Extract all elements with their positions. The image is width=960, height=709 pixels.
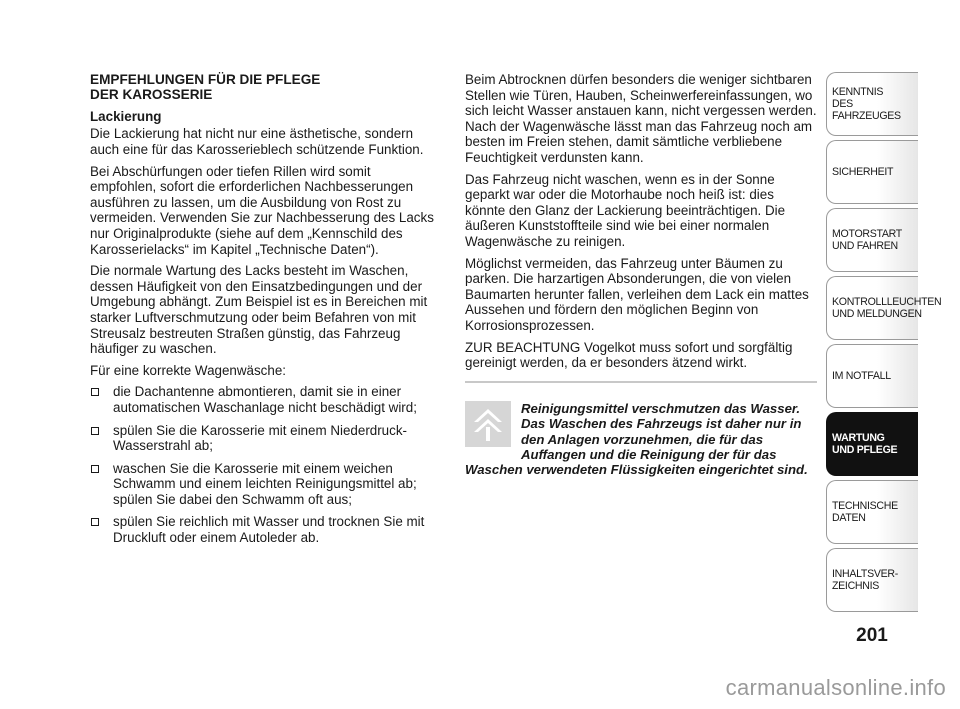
paragraph: Bei Abschürfungen oder tiefen Rillen wird somit empfohlen, sofort die erforderlichen Nachbesserungen ausführen zu lassen, um die Ausbildung von Rost zu vermeiden. Verwenden Sie zur Nachbesserung des Lacks nur Originalprodukte (siehe auf dem „Kennschild des Karosserielacks“ im Kapitel „Technische Daten“).: [90, 163, 434, 257]
paragraph: Möglichst vermeiden, das Fahrzeug unter Bäumen zu parken. Die harzartigen Absonderungen, die von vielen Baumarten herunter fallen, verleihen dem Lack ein mattes Aussehen und fördern den möglichen Beginn von Korrosionsprozessen.: [465, 255, 809, 333]
checkbox-bullet-icon: [91, 427, 99, 435]
paragraph: Beim Abtrocknen dürfen besonders die weniger sichtbaren Stellen wie Türen, Hauben, Scheinwerfereinfassungen, wo sich leicht Wasser anstauen kann, nicht vergessen werden. Nach der Wagenwäsche lässt man das Fahrzeug noch am besten im Freien stehen, damit sämtliche verbliebene Feuchtigkeit verdunsten kann.: [465, 72, 817, 165]
subtitle-lackierung: Lackierung: [90, 108, 162, 124]
section-title: EMPFEHLUNGEN FÜR DIE PFLEGE DER KAROSSERIE: [90, 72, 321, 103]
paragraph: Für eine korrekte Wagenwäsche:: [90, 362, 286, 378]
checkbox-bullet-icon: [91, 388, 99, 396]
paragraph: Das Fahrzeug nicht waschen, wenn es in der Sonne geparkt war oder die Motorhaube noch heiß ist: dies könnte den Glanz der Lackierung beeinträchtigen. Die äußeren Kunststoffteile sind wie bei einer normalen Wagenwäsche zu reinigen.: [465, 171, 786, 249]
list-item: waschen Sie die Karosserie mit einem weichen Schwamm und einem leichten Reinigungsmittel ab; spülen Sie dabei den Schwamm oft aus;: [90, 461, 440, 508]
list-item: spülen Sie reichlich mit Wasser und trocknen Sie mit Druckluft oder einem Autoleder ab.: [90, 514, 440, 545]
watermark: carmanualsonline.info: [725, 675, 946, 700]
warning-text: Reinigungsmittel verschmutzen das Wasser. Das Waschen des Fahrzeugs ist daher nur in den Anlagen vorzunehmen, die für das Auffangen und die Reinigung der für das Waschen verwendeten Flüssigkeiten eingerichtet sind.: [465, 400, 808, 478]
tab-kontrollleuchten-und-meldungen[interactable]: KONTROLLLEUCHTEN UND MELDUNGEN: [826, 276, 918, 340]
tab-kenntnis-des-fahrzeuges[interactable]: KENNTNIS DES FAHRZEUGES: [826, 72, 918, 136]
right-column: [465, 72, 817, 478]
list-item: die Dachantenne abmontieren, damit sie in einer automatischen Waschanlage nicht beschädigt wird;: [90, 384, 440, 415]
checkbox-bullet-icon: [91, 465, 99, 473]
tab-wartung-und-pflege[interactable]: WARTUNG UND PFLEGE: [826, 412, 918, 476]
environment-tree-icon: [465, 401, 511, 447]
paragraph: ZUR BEACHTUNG Vogelkot muss sofort und sorgfältig gereinigt werden, da er besonders ätzend wirkt.: [465, 339, 793, 371]
paragraph: Die normale Wartung des Lacks besteht im Waschen, dessen Häufigkeit von den Einsatzbedingungen und der Umgebung abhängt. Zum Beispiel ist es in Bereichen mit starker Luftverschmutzung oder beim Befahren von mit Streusalz bestreuten Straßen günstig, das Fahrzeug häufiger zu waschen.: [90, 263, 428, 357]
left-column: [90, 72, 440, 553]
tab-inhaltsverzeichnis[interactable]: INHALTSVER- ZEICHNIS: [826, 548, 918, 612]
washing-steps-list: [90, 384, 440, 545]
checkbox-bullet-icon: [91, 518, 99, 526]
tab-im-notfall[interactable]: IM NOTFALL: [826, 344, 918, 408]
environment-warning: [465, 401, 817, 478]
tab-technische-daten[interactable]: TECHNISCHE DATEN: [826, 480, 918, 544]
tab-motorstart-und-fahren[interactable]: MOTORSTART UND FAHREN: [826, 208, 918, 272]
list-item: spülen Sie die Karosserie mit einem Niederdruck-Wasserstrahl ab;: [90, 423, 440, 454]
paragraph: Die Lackierung hat nicht nur eine ästhetische, sondern auch eine für das Karosserieblech schützende Funktion.: [90, 126, 424, 157]
tab-sicherheit[interactable]: SICHERHEIT: [826, 140, 918, 204]
divider: [465, 381, 817, 383]
page-number: 201: [856, 625, 888, 646]
